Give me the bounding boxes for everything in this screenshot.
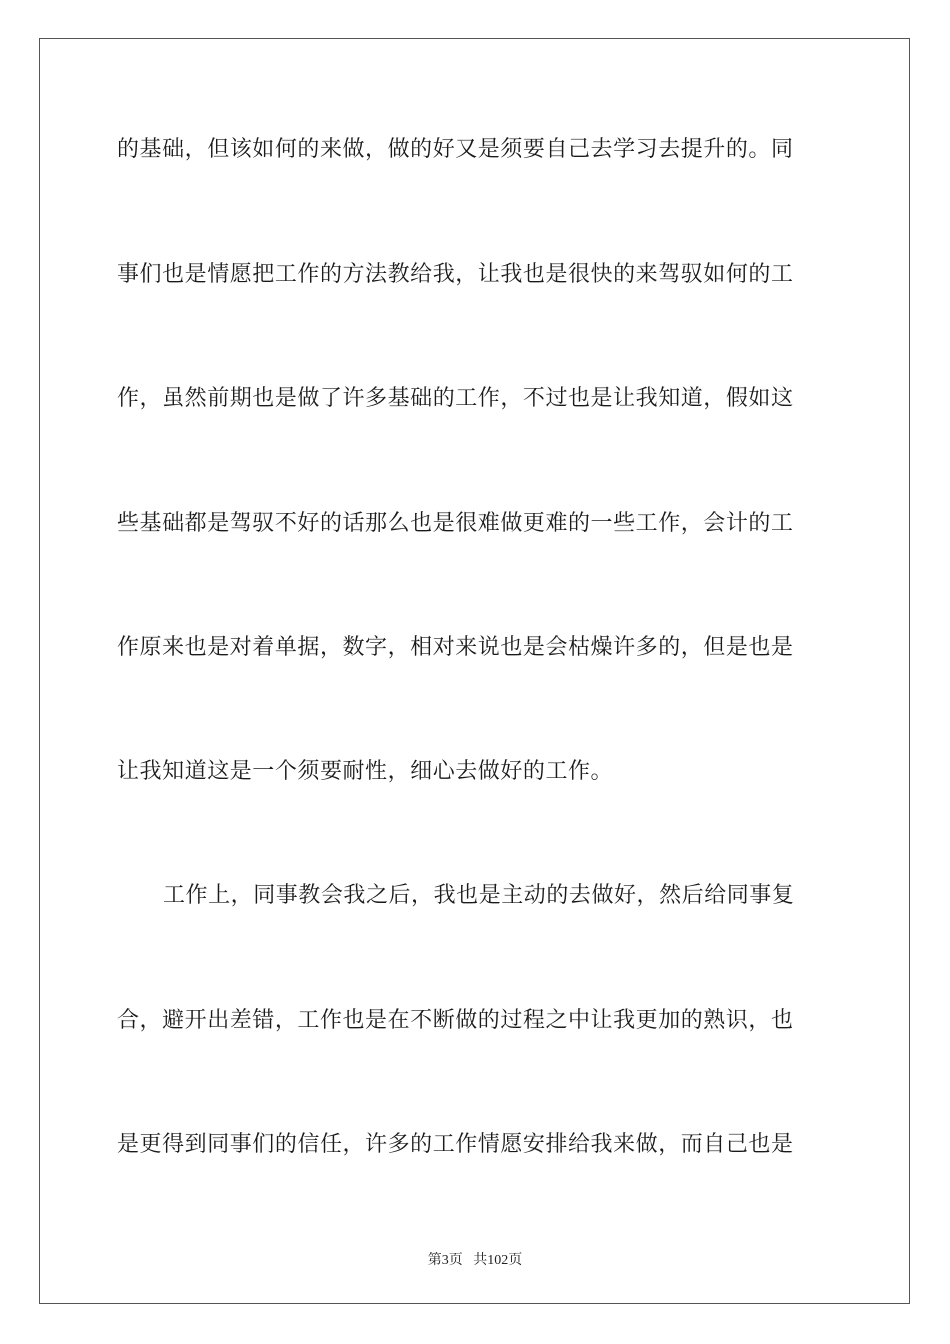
page-number-footer: 第3页 共102页 (427, 1253, 523, 1268)
page-border (39, 38, 910, 1304)
text-line: 让我知道这是一个须要耐性，细心去做好的工作。 (117, 759, 614, 784)
text-line: 合，避开出差错，工作也是在不断做的过程之中让我更加的熟识，也 (117, 1008, 794, 1033)
text-line: 作，虽然前期也是做了许多基础的工作，不过也是让我知道，假如这 (117, 386, 794, 411)
text-line: 些基础都是驾驭不好的话那么也是很难做更难的一些工作，会计的工 (117, 511, 794, 536)
paragraph-first-line: 工作上，同事教会我之后，我也是主动的去做好，然后给同事复 (163, 883, 795, 908)
text-line: 作原来也是对着单据，数字，相对来说也是会枯燥许多的，但是也是 (117, 635, 794, 660)
text-line: 是更得到同事们的信任，许多的工作情愿安排给我来做，而自己也是 (117, 1132, 794, 1157)
text-line: 的基础，但该如何的来做，做的好又是须要自己去学习去提升的。同 (117, 137, 794, 162)
text-line: 事们也是情愿把工作的方法教给我，让我也是很快的来驾驭如何的工 (117, 262, 794, 287)
